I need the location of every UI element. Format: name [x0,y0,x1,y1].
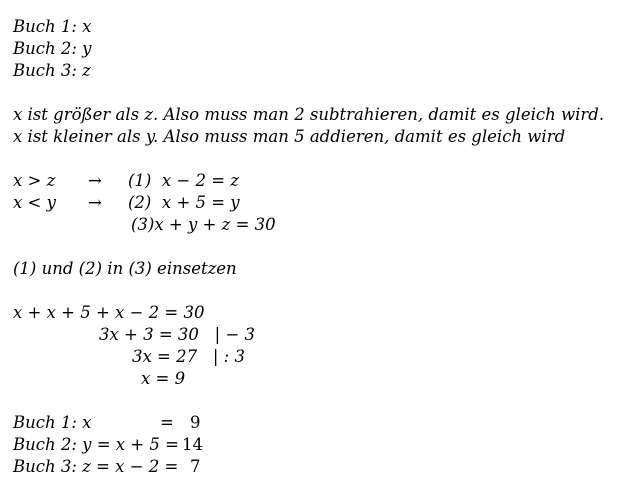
result-book-1-value: 9 [190,413,201,432]
equation-2: (2) x + 5 = y [128,193,240,212]
result-book-2-label: Buch 2: y = x + 5 = [13,435,179,454]
result-book-1-equals: = [160,413,174,432]
result-book-3-value: 7 [190,457,201,476]
substitution-note: (1) und (2) in (3) einsetzen [13,259,237,278]
solving-step-2: 3x + 3 = 30 | − 3 [99,325,256,344]
arrow-1: → [88,171,102,190]
result-book-3-label: Buch 3: z = x − 2 = [13,457,179,476]
definition-book-3: Buch 3: z [13,61,91,80]
equation-1: (1) x − 2 = z [128,171,239,190]
inequality-1: x > z [13,171,56,190]
statement-x-greater-z: x ist größer als z. Also muss man 2 subtrahieren, damit es gleich wird. [13,105,605,124]
solving-step-4: x = 9 [141,369,186,388]
result-book-2-value: 14 [182,435,203,454]
equation-3: (3)x + y + z = 30 [131,215,276,234]
arrow-2: → [88,193,102,212]
inequality-2: x < y [13,193,56,212]
solving-step-1: x + x + 5 + x − 2 = 30 [13,303,205,322]
result-book-1-label: Buch 1: x [13,413,92,432]
statement-x-smaller-y: x ist kleiner als y. Also muss man 5 addieren, damit es gleich wird [13,127,566,146]
solving-step-3: 3x = 27 | : 3 [132,347,245,366]
definition-book-2: Buch 2: y [13,39,92,58]
definition-book-1: Buch 1: x [13,17,92,36]
